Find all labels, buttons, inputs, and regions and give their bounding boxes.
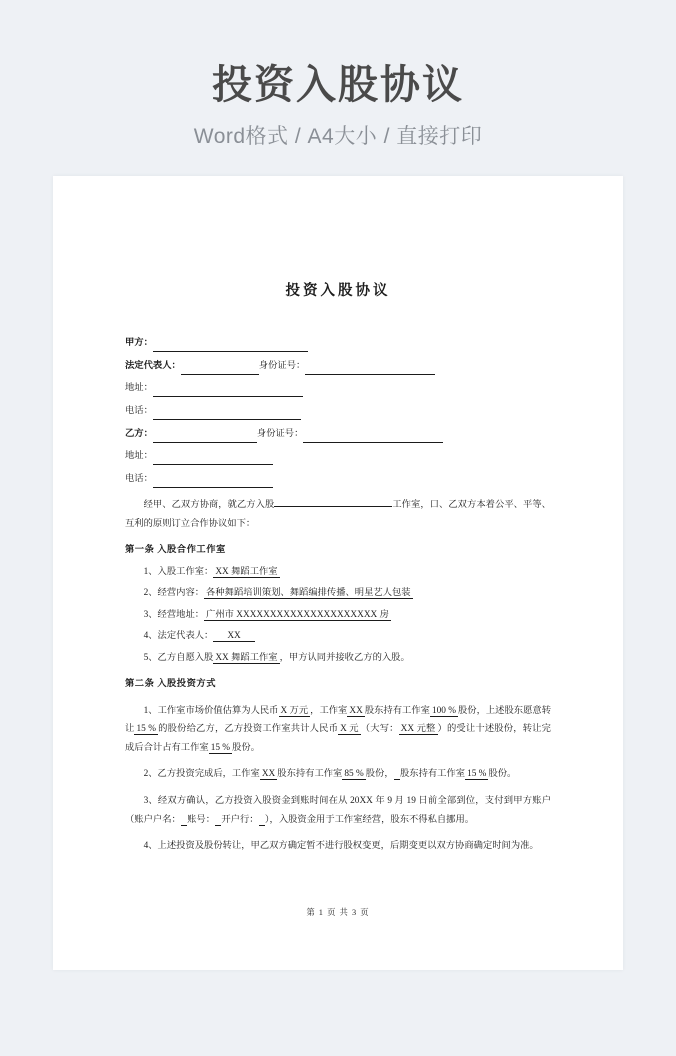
field-address-b [125,448,551,465]
fill-in-value[interactable]: XX 元整 [400,724,436,735]
item-text: 法定代表人： [157,631,214,642]
body-text: 股东持有工作室 [277,769,343,780]
item-number: 4、 [143,631,158,642]
body-text: ，工作室 [310,705,348,716]
body-text: 股份。 [488,769,517,780]
fill-in-value[interactable]: 100 % [431,705,456,716]
field-party-b [125,426,551,443]
intro-part2: 工作室，口、乙双方本着公平、平等、互利的原则订立合作协议如下： [125,500,551,529]
field-party-a [125,335,551,352]
item-number: 1、 [143,566,158,577]
body-text: 上述投资及股份转让，甲乙双方确定暂不进行股权变更，后期变更以双方协商确定时间为准。 [157,841,539,852]
field-phone-a [125,403,551,420]
item-number: 2、 [143,588,158,599]
blank-line[interactable] [153,477,273,488]
item-number: 3、 [143,796,158,807]
section-1-item-2 [125,584,551,603]
fill-in-value[interactable]: 15 % [210,742,231,753]
blank-line[interactable] [153,341,308,352]
banner-title: 投资入股协议 [212,63,464,107]
document-sheet [53,176,623,970]
body-text: 开户行： [221,814,259,825]
field-label: 电话： [125,473,153,484]
section-1-item-5 [125,649,551,668]
item-runs [125,706,551,754]
field-label: 乙方： [125,428,153,439]
body-text: 乙方投资完成后，工作室 [157,769,260,780]
fill-in-value[interactable]: XX [349,705,363,716]
fill-in-value[interactable]: 15 % [136,724,157,735]
blank-line[interactable] [153,432,257,443]
section-2-item-2 [125,765,551,784]
body-text: 的股份给乙方，乙方投资工作室共计人民币 [158,724,339,735]
section-2-item-3 [125,792,551,829]
intro-blank[interactable] [274,506,392,507]
body-text: 经双方确认，乙方投资入股资金到账时间在从 20XX 年 9 月 19 日前全部到位，支付到甲方账户（账户户名： [125,796,551,825]
field-label: 地址： [125,383,153,394]
item-number: 2、 [143,769,158,780]
fill-in-value[interactable]: X 万元 [280,705,309,716]
document-body [53,176,623,856]
section-1-heading: 第一条 入股合作工作室 [125,545,226,556]
field-label: 电话： [125,405,153,416]
body-text: 工作室市场价值估算为人民币 [157,705,279,716]
body-text: 账号： [187,814,216,825]
section-2-item-4 [125,837,551,856]
blank-line[interactable] [153,386,303,397]
blank-line[interactable] [153,409,301,420]
body-text: 股份。 [232,742,260,753]
item-value[interactable]: XX 舞蹈工作室 [215,652,278,663]
blank-line[interactable] [305,364,435,375]
item-runs [158,769,517,780]
document-title: 投资入股协议 [285,283,391,299]
field-label-id: 身份证号： [256,428,304,439]
body-text: 股份， [365,769,394,780]
item-number: 3、 [143,609,158,620]
section-1-item-3 [125,606,551,625]
fill-in-value[interactable]: 15 % [467,769,487,780]
body-text: （大写： [360,724,399,735]
item-value[interactable]: XX [213,631,254,642]
field-legal-rep [125,358,551,375]
item-number: 4、 [143,841,158,852]
section-1-item-4 [125,627,551,646]
blank-line[interactable] [303,432,443,443]
item-number: 5、 [143,652,158,663]
body-text: ）的受让十述股份，转让完成后合计占有工作室 [125,724,551,753]
fill-in-value[interactable]: X 元 [340,724,359,735]
section-2-heading: 第二条 入股投资方式 [125,679,216,690]
blank-line[interactable] [181,364,259,375]
item-number: 1、 [143,705,158,716]
banner-subtitle: Word格式 / A4大小 / 直接打印 [193,125,483,148]
body-text: 股份，上述股东愿意转让 [125,705,551,735]
field-phone-b [125,471,551,488]
item-runs [158,841,539,851]
item-text: 入股工作室： [157,566,214,577]
body-text: 股东持有工作室 [399,769,466,780]
field-label-id: 身份证号： [258,360,306,371]
field-label: 甲方： [125,337,153,348]
item-value[interactable]: XX 舞蹈工作室 [215,566,278,577]
blank-line[interactable] [153,454,273,465]
item-text-b: ，甲方认同并接收乙方的入股。 [279,652,410,663]
item-value[interactable]: 广州市 XXXXXXXXXXXXXXXXXXXXX 房 [206,609,389,620]
item-text-a: 乙方自愿入股 [157,652,214,663]
intro-paragraph [125,496,551,533]
item-text: 经营内容： [157,588,205,599]
section-2-item-1 [125,702,551,758]
item-runs [125,796,551,826]
fill-in-value[interactable]: 85 % [344,769,364,780]
body-text: 股东持有工作室 [364,705,430,716]
section-1-item-1 [125,563,551,582]
field-address-a [125,380,551,397]
intro-part1: 经甲、乙双方协商，就乙方入股 [143,500,275,511]
item-text: 经营地址： [157,609,205,620]
field-label: 地址： [125,451,153,462]
promo-banner [0,0,676,150]
body-text: ），入股资金用于工作室经营，股东不得私自挪用。 [264,814,475,825]
fill-in-value[interactable]: XX [261,769,276,780]
field-label: 法定代表人： [125,360,181,371]
page-footer: 第 1 页 共 3 页 [306,908,370,917]
item-value[interactable]: 各种舞蹈培训策划、舞蹈编排传播、明星艺人包装 [206,588,411,599]
